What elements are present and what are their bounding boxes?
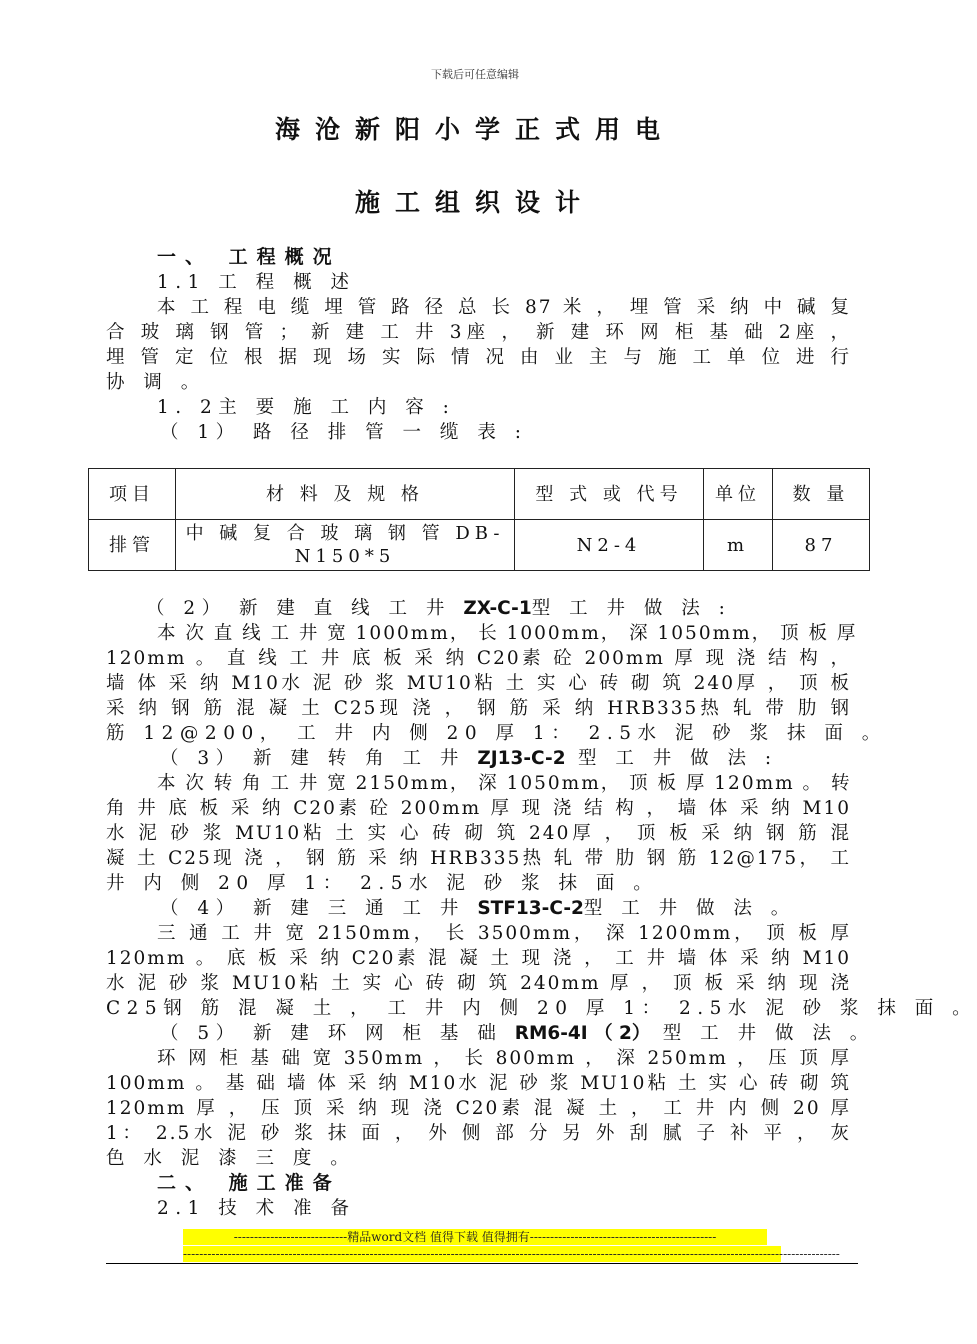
section2-sub1: 2.1 技 术 准 备 [157,1198,356,1219]
footer-banner: ----------------------------精品word文档 值得下载 值得拥有---------------------------------------------- [183,1229,767,1245]
item5-code: RM6-4Ⅰ （ 2） [514,1023,651,1044]
section2-heading: 二、 施工准备 [157,1172,341,1194]
item2-line4: 采 纳 钢 筋 混 凝 土 C25现 浇 ， 钢 筋 采 纳 HRB335热 轧 带 肋 钢 [106,698,851,719]
item5-line3: 120mm 厚 ， 压 顶 采 纳 现 浇 C20素 混 凝 土 ， 工 井 内 侧 20 厚 [106,1098,851,1119]
section1-sub2-1: （ 1） 路 径 排 管 一 缆 表 : [160,422,528,443]
section1-sub2: 1. 2主 要 施 工 内 容 : [157,397,456,418]
item4-prefix: （ 4） 新 建 三 通 工 井 [160,898,478,919]
th-item: 项目 [89,469,176,520]
item3-code: ZJ13-C-2 [477,748,566,769]
item2-line5: 筋 12@200， 工 井 内 侧 20 厚 1： 2.5水 泥 砂 浆 抹 面 。 [106,723,887,744]
th-model: 型 式 或 代号 [515,469,704,520]
item3-line2: 角 井 底 板 采 纳 C20素 砼 200mm 厚 现 浇 结 构 ， 墙 体 采 纳 M10 [106,798,851,819]
item5-line1: 环 网 柜 基 础 宽 350mm ， 长 800mm ， 深 250mm ， 压 顶 厚 [157,1048,851,1069]
item2-line1: 本 次 直 线 工 井 宽 1000mm， 长 1000mm， 深 1050mm， 顶 板 厚 [157,623,858,644]
doc-title-line2: 施工组织设计 [354,188,595,217]
item4-line3: 水 泥 砂 浆 MU10粘 土 实 心 砖 砌 筑 240mm 厚 ， 顶 板 采 纳 现 浇 [106,973,851,994]
item3-line1: 本 次 转 角 工 井 宽 2150mm， 深 1050mm， 顶 板 厚 120mm 。 转 [157,773,852,794]
pipe-spec-table [88,468,870,571]
item2-suffix: 型 工 井 做 法 : [531,598,732,619]
item4-line1: 三 通 工 井 宽 2150mm， 长 3500mm， 深 1200mm， 顶 板 厚 [157,923,851,944]
item2-heading [146,596,851,621]
table-header-row [89,469,870,520]
item4-line4: C25钢 筋 混 凝 土 ， 工 井 内 侧 20 厚 1： 2.5水 泥 砂 浆 抹 面 。 [106,998,977,1019]
header-note: 下载后可任意编辑 [431,68,519,81]
item5-prefix: （ 5） 新 建 环 网 柜 基 础 [160,1023,515,1044]
td-quantity: 87 [773,520,870,571]
item3-line5: 井 内 侧 20 厚 1： 2.5水 泥 砂 浆 抹 面 。 [106,873,659,894]
footer-banner-dashes: ------------------------------------------------------------------------------------------------------------------------------------------------------------------ [183,1247,840,1261]
para1-line2: 合 玻 璃 钢 管 ； 新 建 工 井 3座 ， 新 建 环 网 柜 基 础 2座 ， [106,322,851,343]
item3-line3: 水 泥 砂 浆 MU10粘 土 实 心 砖 砌 筑 240厚 ， 顶 板 采 纳 钢 筋 混 [106,823,851,844]
section1-heading: 一、 工程概况 [157,246,341,268]
item4-suffix: 型 工 井 做 法 。 [583,898,796,919]
item5-line4: 1： 2.5水 泥 砂 浆 抹 面 ， 外 侧 部 分 另 外 刮 腻 子 补 平 ， 灰 [106,1123,851,1144]
item5-line5: 色 水 泥 漆 三 度 。 [106,1148,356,1169]
table-row [89,520,870,571]
item3-heading [160,746,851,771]
item4-code: STF13-C-2 [477,898,584,919]
para1-line4: 协 调 。 [106,372,206,393]
para1-line3: 埋 管 定 位 根 据 现 场 实 际 情 况 由 业 主 与 施 工 单 位 进 行 [106,347,851,368]
item2-line2: 120mm 。 直 线 工 井 底 板 采 纳 C20素 砼 200mm 厚 现 浇 结 构 ， [106,648,851,669]
th-quantity: 数 量 [773,469,870,520]
item5-line2: 100mm 。 基 础 墙 体 采 纳 M10水 泥 砂 浆 MU10粘 土 实 心 砖 砌 筑 [106,1073,851,1094]
para1-line1: 本 工 程 电 缆 埋 管 路 径 总 长 87 米 ， 埋 管 采 纳 中 碱 复 [157,297,851,318]
doc-title-line1: 海沧新阳小学正式用电 [274,115,675,144]
item4-line2: 120mm 。 底 板 采 纳 C20素 混 凝 土 现 浇 ， 工 井 墙 体 采 纳 M10 [106,948,851,969]
item5-heading [160,1021,875,1046]
td-material: 中 碱 复 合 玻 璃 钢 管 DB-N150*5 [176,520,515,571]
item5-suffix: 型 工 井 做 法 。 [650,1023,875,1044]
th-unit: 单位 [704,469,773,520]
item3-prefix: （ 3） 新 建 转 角 工 井 [160,748,478,769]
td-item: 排管 [89,520,176,571]
item3-suffix: 型 工 井 做 法 : [565,748,778,769]
footer-rule [106,1263,858,1264]
item2-line3: 墙 体 采 纳 M10水 泥 砂 浆 MU10粘 土 实 心 砖 砌 筑 240厚 ， 顶 板 [106,673,851,694]
td-unit: m [704,520,773,571]
item2-code: ZX-C-1 [463,598,532,619]
item3-line4: 凝 土 C25现 浇 ， 钢 筋 采 纳 HRB335热 轧 带 肋 钢 筋 12@175， 工 [106,848,851,869]
item4-heading [160,896,851,921]
th-material: 材 料 及 规 格 [176,469,515,520]
section1-sub1: 1.1 工 程 概 述 [157,272,356,293]
td-model: N2-4 [515,520,704,571]
item2-prefix: （ 2） 新 建 直 线 工 井 [146,598,464,619]
